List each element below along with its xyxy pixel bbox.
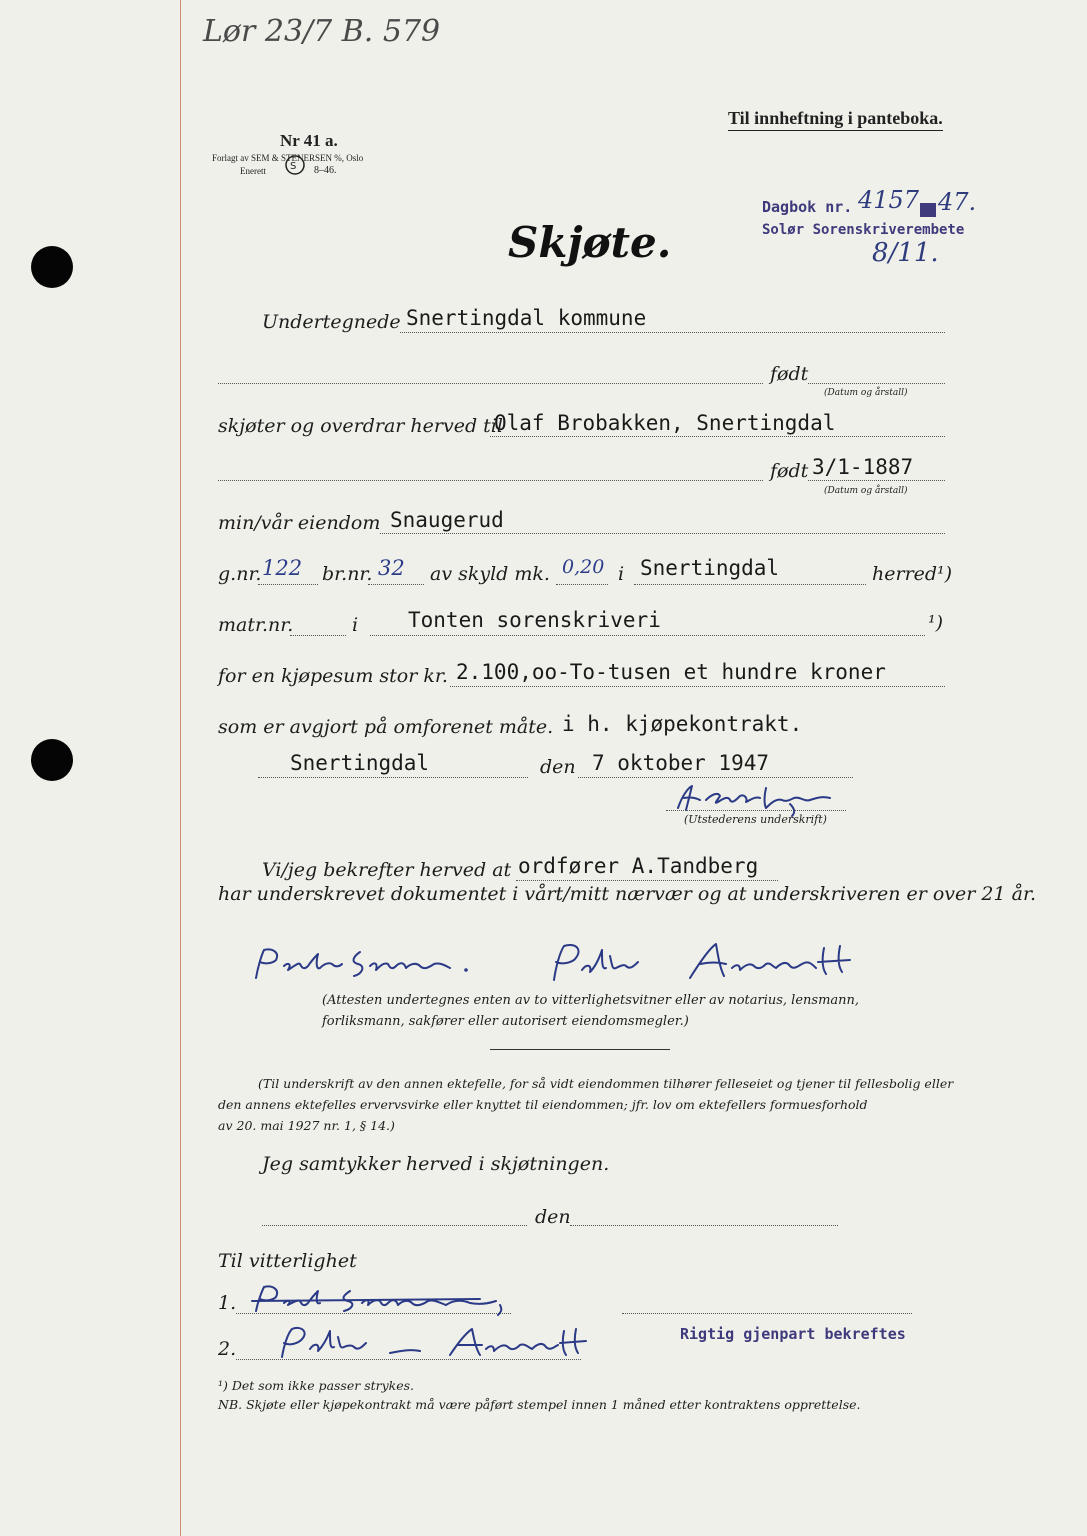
- skyld-label: av skyld mk.: [430, 563, 550, 585]
- publisher-enerett: Enerett: [240, 166, 266, 176]
- spouse-note-1: (Til underskrift av den annen ektefelle, for så vidt eiendommen tilhører felleseiet og tjener til fellesbolig eller: [258, 1076, 954, 1091]
- attest-note-2: forliksmann, sakfører eller autorisert eiendomsmegler.): [322, 1014, 689, 1029]
- witness-sig-2: [270, 1323, 600, 1363]
- attest-prefix: Vi/jeg bekrefter herved at: [262, 859, 512, 881]
- matr-value-line: [370, 635, 925, 636]
- place-value: Snertingdal: [290, 751, 430, 775]
- publisher-line: Forlagt av SEM & STENERSEN %, Oslo: [212, 153, 364, 163]
- witness-line-1b: [622, 1313, 912, 1314]
- publisher-date: 8–46.: [314, 165, 337, 176]
- undertegnede-value: Snertingdal kommune: [406, 306, 647, 330]
- issuer-signature: [670, 778, 840, 818]
- gnr-line: [258, 584, 318, 585]
- undertegnede-label: Undertegnede: [262, 311, 401, 333]
- kjopesum-label: for en kjøpesum stor kr.: [218, 665, 448, 687]
- kjopesum-value: 2.100,oo-To-tusen et hundre kroner: [456, 660, 886, 684]
- margin-rule: [180, 0, 181, 1536]
- fodt-line: [808, 383, 945, 384]
- stamp-date: 8/11.: [872, 238, 939, 268]
- skjoter-label: skjøter og overdrar herved til: [218, 415, 503, 437]
- witness-sig-1-struck: [250, 1283, 520, 1317]
- form-number: Nr 41 a.: [280, 131, 338, 150]
- brnr-label: br.nr.: [322, 563, 373, 585]
- office-stamp: Solør Sorenskriverembete: [762, 222, 965, 238]
- skyld-value: 0,20: [562, 556, 605, 578]
- punch-hole-icon: [31, 739, 73, 781]
- witness-signature-1: [250, 942, 490, 986]
- spouse-note-2: den annens ektefelles ervervsvirke eller knyttet til eiendommen; jfr. lov om ektefellers formuesforhold: [218, 1097, 868, 1112]
- spouse-date-line: [570, 1225, 838, 1226]
- datum-hint: (Datum og årstall): [824, 388, 908, 398]
- herred-value: Snertingdal: [640, 556, 780, 580]
- dagbok-number: 4157: [858, 186, 920, 214]
- blank-line: [218, 480, 763, 481]
- stamp-blot: [920, 203, 936, 217]
- utsteder-line: [666, 810, 846, 811]
- avgjort-value: i h. kjøpekontrakt.: [562, 712, 803, 736]
- eiendom-label: min/vår eiendom: [218, 512, 381, 534]
- witness-number-2: 2.: [218, 1338, 237, 1360]
- matr-line: [290, 635, 346, 636]
- gnr-value: 122: [262, 556, 303, 580]
- date-value: 7 oktober 1947: [592, 751, 770, 775]
- dagbok-label: Dagbok nr.: [762, 198, 853, 216]
- den-label: den: [540, 756, 576, 778]
- witness-number-1: 1.: [218, 1292, 237, 1314]
- kjopesum-line: [450, 686, 945, 687]
- herred-line: [634, 584, 866, 585]
- eiendom-value: Snaugerud: [390, 508, 504, 532]
- buyer-born-value: 3/1-1887: [812, 455, 914, 479]
- svg-text:S: S: [290, 161, 297, 172]
- place-line: [258, 777, 528, 778]
- undertegnede-line: [400, 332, 945, 333]
- section-divider: [490, 1049, 670, 1050]
- eiendom-line: [380, 533, 945, 534]
- skyld-line: [556, 584, 608, 585]
- brnr-value: 32: [378, 556, 405, 580]
- brnr-line: [368, 584, 424, 585]
- dagbok-year: 47.: [938, 188, 977, 216]
- avgjort-label: som er avgjort på omforenet måte.: [218, 716, 554, 738]
- pencil-note: Lør 23/7 B. 579: [203, 14, 441, 49]
- correct-copy-stamp: Rigtig gjenpart bekreftes: [680, 1325, 906, 1343]
- utsteder-label: (Utstederens underskrift): [684, 813, 827, 826]
- datum-hint: (Datum og årstall): [824, 486, 908, 496]
- spouse-place-line: [262, 1225, 527, 1226]
- attest-note-1: (Attesten undertegnes enten av to vitterlighetsvitner eller av notarius, lensmann,: [322, 993, 860, 1008]
- blank-line: [218, 383, 763, 384]
- binding-note: Til innheftning i panteboka.: [728, 108, 943, 131]
- matr-i-label: i: [352, 614, 359, 636]
- publisher-seal-icon: [284, 154, 306, 176]
- spouse-den-label: den: [535, 1206, 571, 1228]
- buyer-value: Olaf Brobakken, Snertingdal: [494, 411, 836, 435]
- fodt-label: født: [770, 363, 809, 385]
- herred-label: herred¹): [872, 563, 953, 585]
- footer-note-1: ¹) Det som ikke passer strykes.: [218, 1378, 415, 1393]
- gnr-label: g.nr.: [218, 563, 262, 585]
- buyer-line: [490, 436, 945, 437]
- fodt-label: født: [770, 460, 809, 482]
- attest-line2: har underskrevet dokumentet i vårt/mitt nærvær og at underskriveren er over 21 år.: [218, 883, 1036, 905]
- attest-name-value: ordfører A.Tandberg: [518, 854, 759, 878]
- matr-value: Tonten sorenskriveri: [408, 608, 661, 632]
- attest-name-line: [516, 880, 778, 881]
- buyer-born-line: [808, 480, 945, 481]
- witness-signature-2: [540, 938, 880, 990]
- matr-label: matr.nr.: [218, 614, 294, 636]
- punch-hole-icon: [31, 246, 73, 288]
- spouse-note-3: av 20. mai 1927 nr. 1, § 14.): [218, 1118, 395, 1133]
- footnote-mark: ¹): [928, 612, 944, 634]
- i-label: i: [618, 563, 625, 585]
- footer-note-2: NB. Skjøte eller kjøpekontrakt må være påført stempel innen 1 måned etter kontraktens opprettelse.: [218, 1397, 861, 1412]
- witness-label: Til vitterlighet: [218, 1250, 357, 1272]
- spouse-consent: Jeg samtykker herved i skjøtningen.: [262, 1153, 610, 1175]
- page-title: Skjøte.: [508, 218, 672, 267]
